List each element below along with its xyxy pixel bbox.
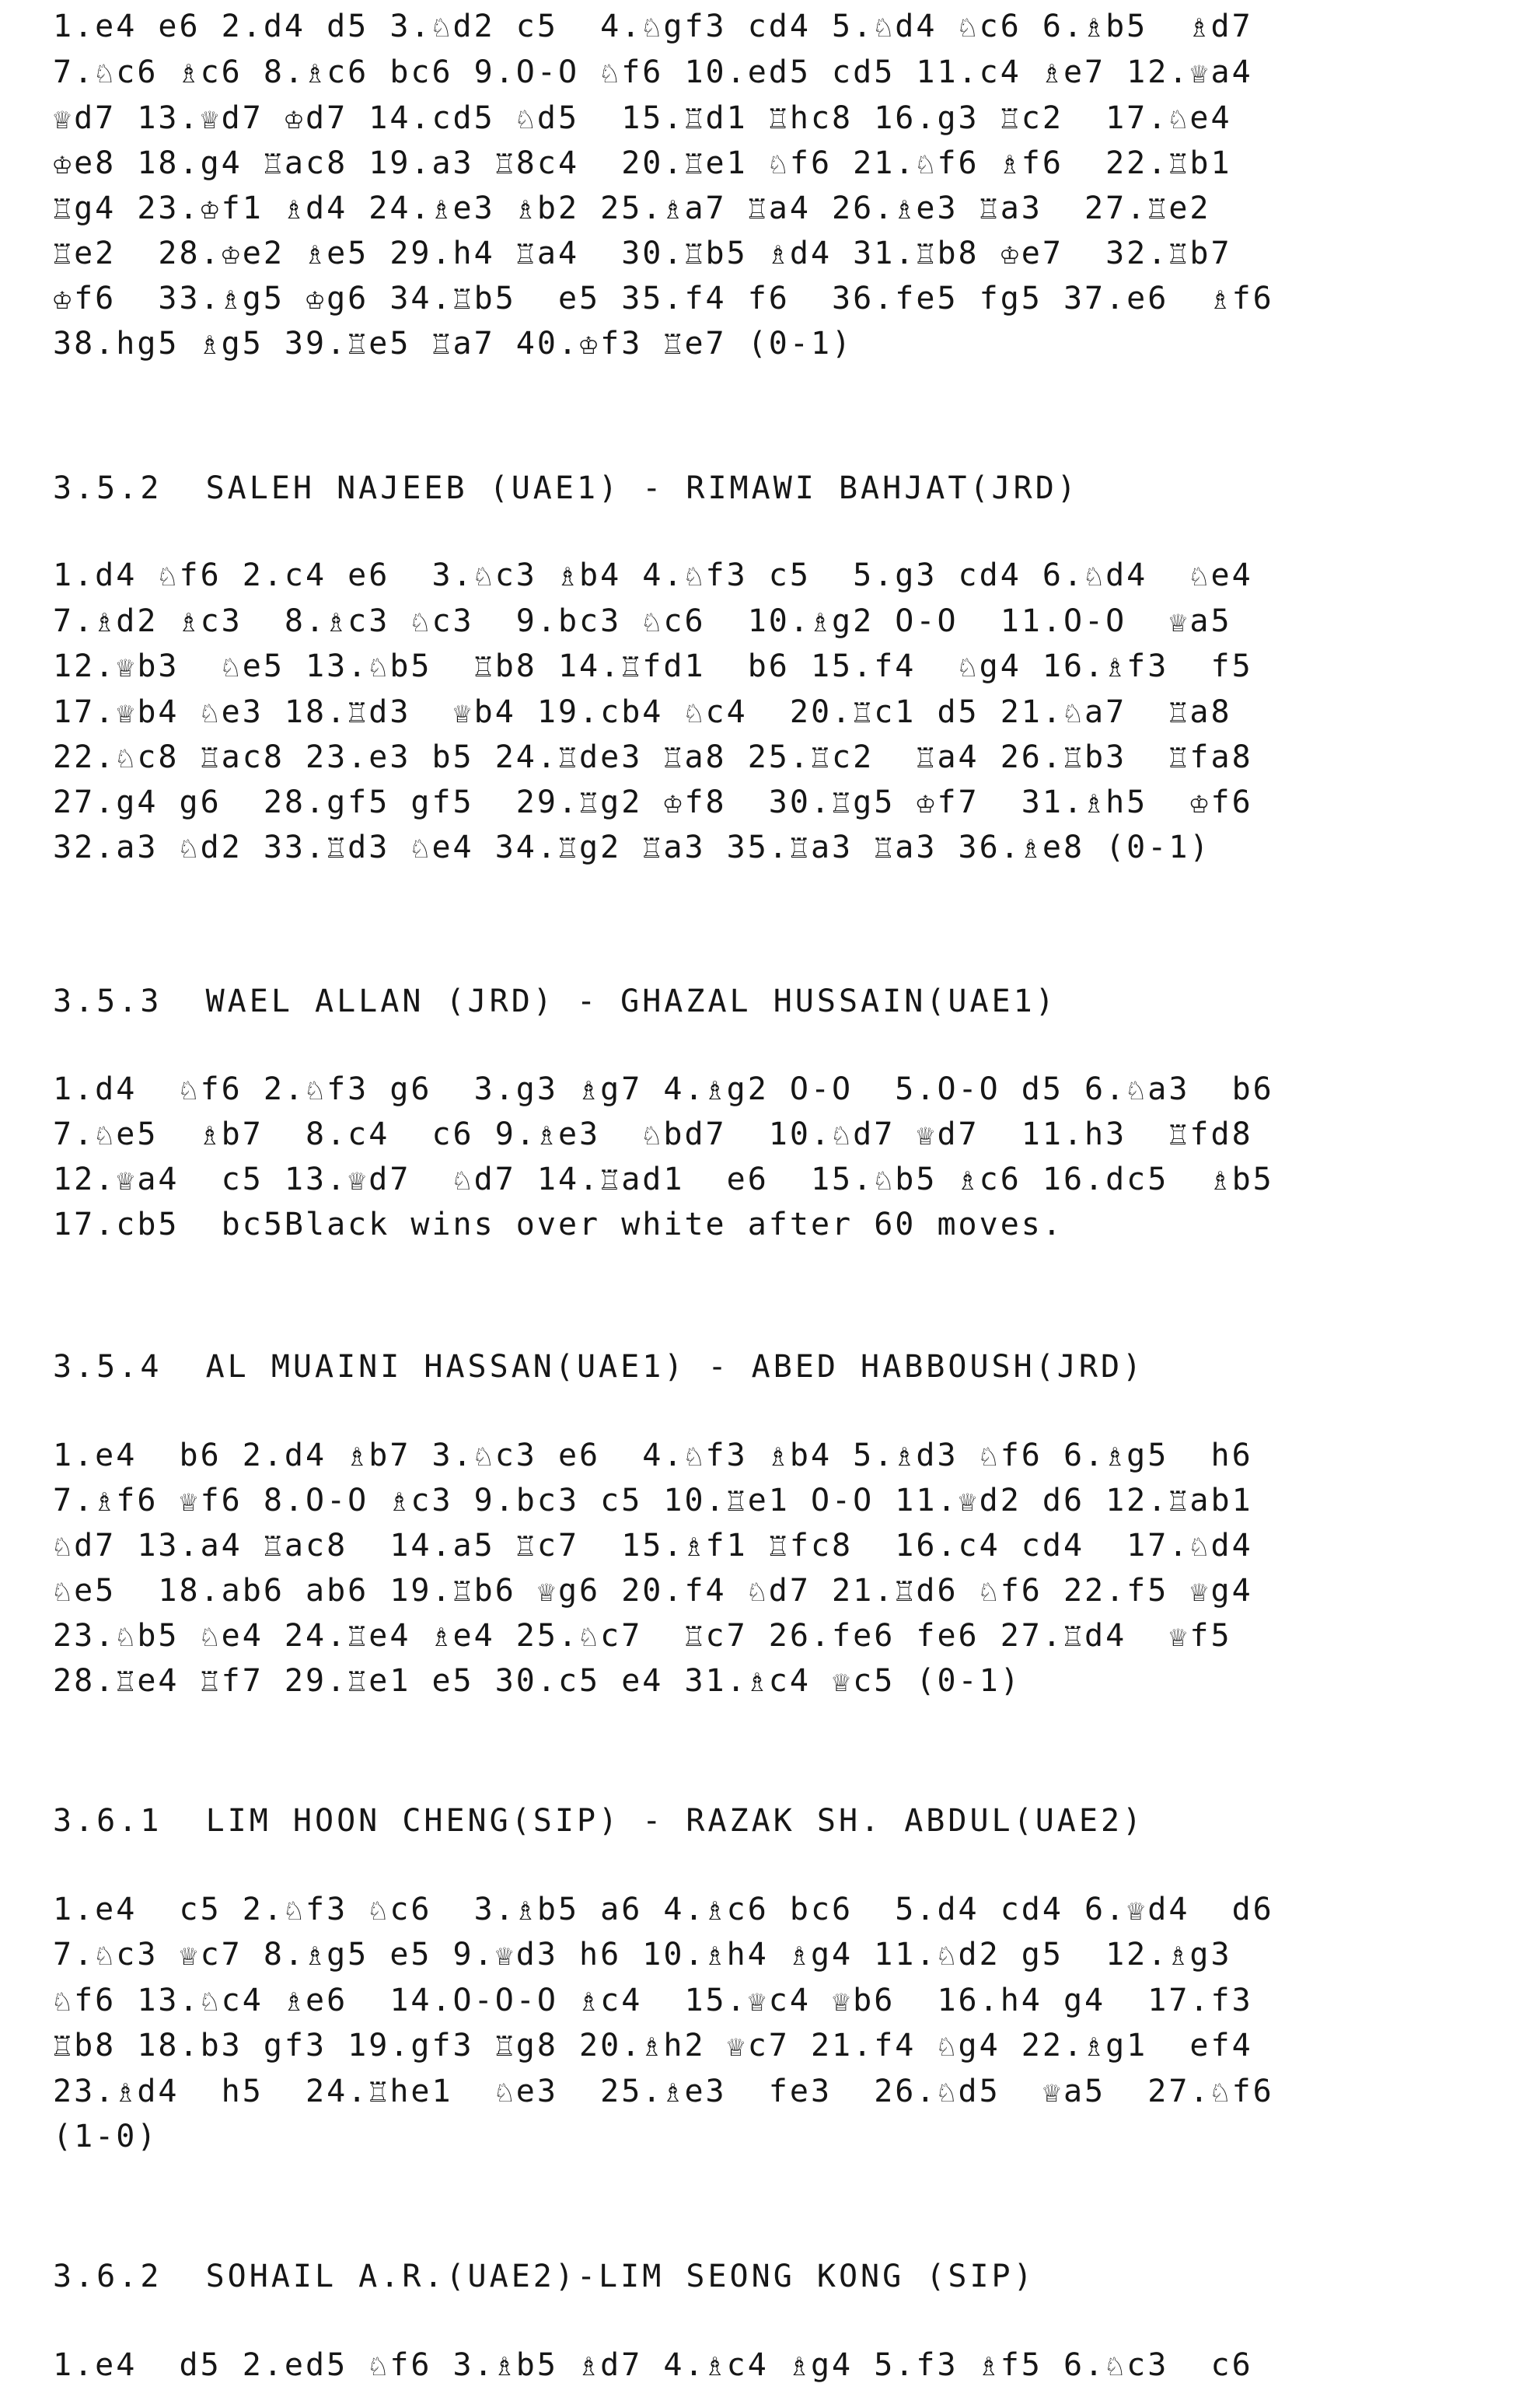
intro-move-line: ♖e2 28.♔e2 ♗e5 29.h4 ♖a4 30.♖b5 ♗d4 31.♖b8 ♔e7 32.♖b7 (53, 236, 1232, 271)
game-move-line: 1.d4 ♘f6 2.c4 e6 3.♘c3 ♗b4 4.♘f3 c5 5.g3 cd4 6.♘d4 ♘e4 (53, 557, 1253, 593)
game-move-line: 12.♕a4 c5 13.♕d7 ♘d7 14.♖ad1 e6 15.♘b5 ♗c6 16.dc5 ♗b5 (53, 1162, 1274, 1197)
game-heading: 3.5.4 AL MUAINI HASSAN(UAE1) - ABED HABBOUSH(JRD) (53, 1349, 1145, 1385)
game-move-line: ♖b8 18.b3 gf3 19.gf3 ♖g8 20.♗h2 ♕c7 21.f4 ♘g4 22.♗g1 ef4 (53, 2028, 1253, 2063)
game-move-line: 1.e4 c5 2.♘f3 ♘c6 3.♗b5 a6 4.♗c6 bc6 5.d4 cd4 6.♕d4 d6 (53, 1892, 1274, 1927)
intro-move-line: ♔e8 18.g4 ♖ac8 19.a3 ♖8c4 20.♖e1 ♘f6 21.♘f6 ♗f6 22.♖b1 (53, 145, 1232, 181)
intro-move-line: 7.♘c6 ♗c6 8.♗c6 bc6 9.O-O ♘f6 10.ed5 cd5 11.c4 ♗e7 12.♕a4 (53, 54, 1253, 90)
intro-move-line: ♕d7 13.♕d7 ♔d7 14.cd5 ♘d5 15.♖d1 ♖hc8 16.g3 ♖c2 17.♘e4 (53, 100, 1232, 136)
game-move-line: 7.♗d2 ♗c3 8.♗c3 ♘c3 9.bc3 ♘c6 10.♗g2 O-O 11.O-O ♕a5 (53, 603, 1232, 639)
game-move-line: 17.♕b4 ♘e3 18.♖d3 ♕b4 19.cb4 ♘c4 20.♖c1 d5 21.♘a7 ♖a8 (53, 694, 1232, 730)
game-move-line: 7.♗f6 ♕f6 8.O-O ♗c3 9.bc3 c5 10.♖e1 O-O 11.♕d2 d6 12.♖ab1 (53, 1483, 1253, 1518)
game-move-line: 7.♘e5 ♗b7 8.c4 c6 9.♗e3 ♘bd7 10.♘d7 ♕d7 11.h3 ♖fd8 (53, 1116, 1253, 1152)
game-heading: 3.5.2 SALEH NAJEEB (UAE1) - RIMAWI BAHJAT(JRD) (53, 470, 1079, 506)
game-heading: 3.6.1 LIM HOON CHENG(SIP) - RAZAK SH. ABDUL(UAE2) (53, 1803, 1145, 1839)
game-move-line: 27.g4 g6 28.gf5 gf5 29.♖g2 ♔f8 30.♖g5 ♔f7 31.♗h5 ♔f6 (53, 784, 1253, 820)
game-move-line: 1.d4 ♘f6 2.♘f3 g6 3.g3 ♗g7 4.♗g2 O-O 5.O-O d5 6.♘a3 b6 (53, 1071, 1274, 1107)
intro-move-line: 1.e4 e6 2.d4 d5 3.♘d2 c5 4.♘gf3 cd4 5.♘d4 ♘c6 6.♗b5 ♗d7 (53, 9, 1253, 44)
game-move-line: ♘d7 13.a4 ♖ac8 14.a5 ♖c7 15.♗f1 ♖fc8 16.c4 cd4 17.♘d4 (53, 1528, 1253, 1564)
game-move-line: 1.e4 d5 2.ed5 ♘f6 3.♗b5 ♗d7 4.♗c4 ♗g4 5.f3 ♗f5 6.♘c3 c6 (53, 2347, 1253, 2383)
game-move-line: 1.e4 b6 2.d4 ♗b7 3.♘c3 e6 4.♘f3 ♗b4 5.♗d3 ♘f6 6.♗g5 h6 (53, 1438, 1253, 1473)
game-move-line: ♘f6 13.♘c4 ♗e6 14.O-O-O ♗c4 15.♕c4 ♕b6 16.h4 g4 17.f3 (53, 1983, 1253, 2018)
game-move-line: 12.♕b3 ♘e5 13.♘b5 ♖b8 14.♖fd1 b6 15.f4 ♘g4 16.♗f3 f5 (53, 648, 1253, 684)
game-move-line: (1-0) (53, 2119, 159, 2154)
game-move-line: 23.♘b5 ♘e4 24.♖e4 ♗e4 25.♘c7 ♖c7 26.fe6 fe6 27.♖d4 ♕f5 (53, 1618, 1232, 1654)
game-move-line: 7.♘c3 ♕c7 8.♗g5 e5 9.♕d3 h6 10.♗h4 ♗g4 11.♘d2 g5 12.♗g3 (53, 1937, 1232, 1972)
game-move-line: 32.a3 ♘d2 33.♖d3 ♘e4 34.♖g2 ♖a3 35.♖a3 ♖a3 36.♗e8 (0-1) (53, 830, 1211, 865)
game-move-line: 22.♘c8 ♖ac8 23.e3 b5 24.♖de3 ♖a8 25.♖c2 ♖a4 26.♖b3 ♖fa8 (53, 739, 1253, 775)
intro-move-line: ♖g4 23.♔f1 ♗d4 24.♗e3 ♗b2 25.♗a7 ♖a4 26.♗e3 ♖a3 27.♖e2 (53, 190, 1211, 226)
game-move-line: ♘e5 18.ab6 ab6 19.♖b6 ♕g6 20.f4 ♘d7 21.♖d6 ♘f6 22.f5 ♕g4 (53, 1573, 1253, 1609)
game-move-line: 17.cb5 bc5Black wins over white after 60 moves. (53, 1207, 1063, 1242)
game-move-line: 28.♖e4 ♖f7 29.♖e1 e5 30.c5 e4 31.♗c4 ♕c5 (0-1) (53, 1663, 1021, 1699)
game-heading: 3.5.3 WAEL ALLAN (JRD) - GHAZAL HUSSAIN(UAE1) (53, 984, 1057, 1019)
game-heading: 3.6.2 SOHAIL A.R.(UAE2)-LIM SEONG KONG (SIP) (53, 2259, 1035, 2294)
intro-move-line: ♔f6 33.♗g5 ♔g6 34.♖b5 e5 35.f4 f6 36.fe5 fg5 37.e6 ♗f6 (53, 281, 1274, 316)
intro-move-line: 38.hg5 ♗g5 39.♖e5 ♖a7 40.♔f3 ♖e7 (0-1) (53, 326, 854, 362)
game-move-line: 23.♗d4 h5 24.♖he1 ♘e3 25.♗e3 fe3 26.♘d5 ♕a5 27.♘f6 (53, 2074, 1274, 2109)
